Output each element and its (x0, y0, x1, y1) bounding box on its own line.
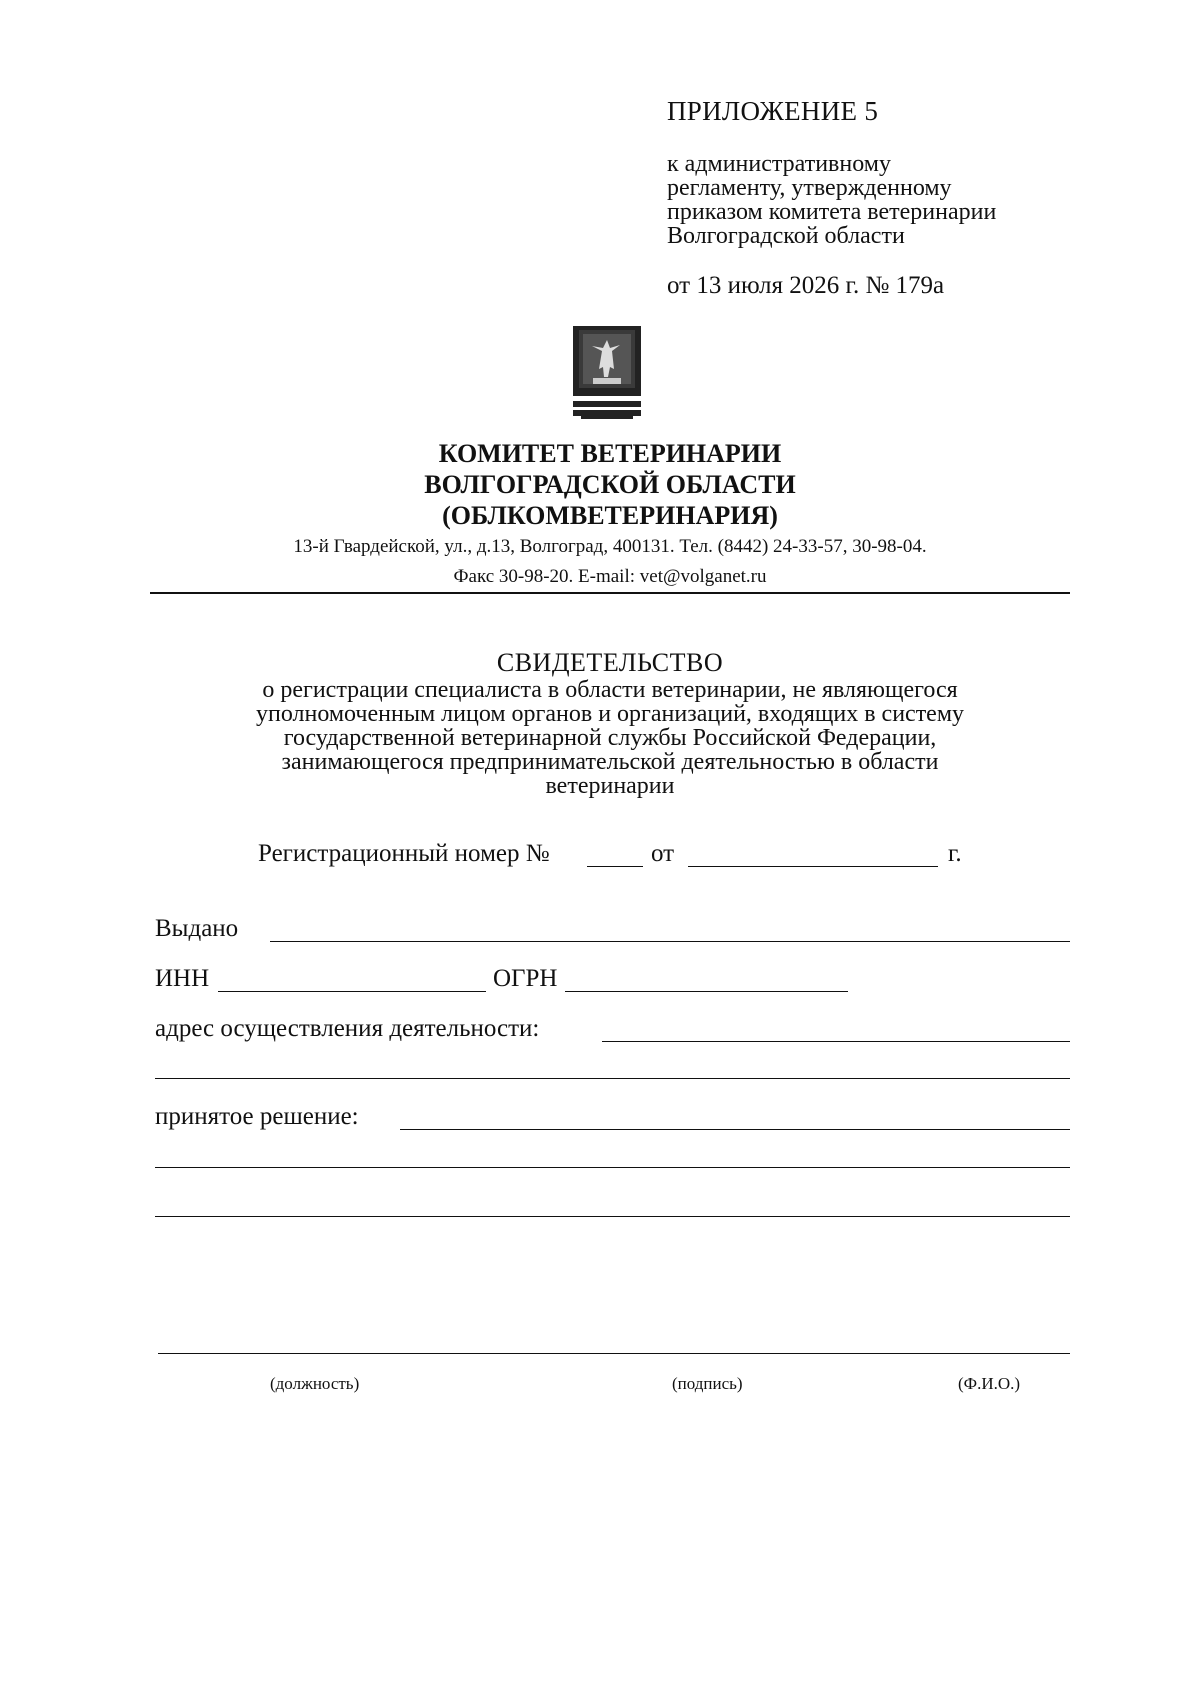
appendix-date: от 13 июля 2026 г. № 179а (667, 272, 945, 299)
registration-from-label: от (651, 840, 675, 867)
appendix-line: приказом комитета ветеринарии (667, 199, 997, 225)
registration-year-suffix: г. (948, 840, 962, 867)
organization-name-line: КОМИТЕТ ВЕТЕРИНАРИИ (438, 439, 782, 468)
registration-number-label: Регистрационный номер № (258, 840, 550, 867)
organization-name (0, 438, 1200, 531)
inn-label: ИНН (155, 965, 210, 992)
organization-contacts: Факс 30-98-20. E-mail: vet@volganet.ru (453, 566, 767, 587)
registration-number-field[interactable] (587, 866, 643, 867)
appendix-line: регламенту, утвержденному (667, 175, 952, 201)
decision-field-line3[interactable] (155, 1216, 1070, 1217)
appendix-line: к административному (667, 151, 891, 177)
issued-to-field[interactable] (270, 941, 1070, 942)
volgograd-coat-of-arms-icon (573, 326, 641, 419)
signature-sign-caption: (подпись) (672, 1374, 743, 1393)
certificate-subtitle-line: ветеринарии (545, 773, 675, 799)
ogrn-label: ОГРН (493, 965, 558, 992)
certificate-title: СВИДЕТЕЛЬСТВО (496, 648, 724, 677)
certificate-subtitle-line: государственной ветеринарной службы Российской Федерации, (283, 725, 937, 751)
inn-field[interactable] (218, 991, 486, 992)
certificate-subtitle-line: о регистрации специалиста в области ветеринарии, не являющегося (262, 677, 958, 703)
decision-label: принятое решение: (155, 1103, 359, 1130)
organization-name-line: ВОЛГОГРАДСКОЙ ОБЛАСТИ (424, 470, 796, 499)
certificate-subtitle (140, 678, 1080, 798)
activity-address-label: адрес осуществления деятельности: (155, 1015, 540, 1042)
signature-name-caption: (Ф.И.О.) (958, 1374, 1021, 1393)
appendix-title: ПРИЛОЖЕНИЕ 5 (667, 96, 879, 126)
registration-date-field[interactable] (688, 866, 938, 867)
decision-field[interactable] (400, 1129, 1070, 1130)
organization-name-line: (ОБЛКОМВЕТЕРИНАРИЯ) (442, 501, 778, 530)
organization-address: 13-й Гвардейской, ул., д.13, Волгоград, 400131. Тел. (8442) 24-33-57, 30-98-04. (293, 536, 927, 557)
signature-line[interactable] (158, 1353, 1070, 1354)
header-divider (150, 592, 1070, 594)
decision-field-line2[interactable] (155, 1167, 1070, 1168)
certificate-subtitle-line: уполномоченным лицом органов и организаций, входящих в систему (255, 701, 965, 727)
certificate-subtitle-line: занимающегося предпринимательской деятельностью в области (281, 749, 939, 775)
appendix-reference (667, 152, 996, 248)
issued-to-label: Выдано (155, 915, 239, 942)
signature-position-caption: (должность) (270, 1374, 360, 1393)
ogrn-field[interactable] (565, 991, 848, 992)
activity-address-field-line2[interactable] (155, 1078, 1070, 1079)
appendix-line: Волгоградской области (667, 223, 905, 249)
activity-address-field[interactable] (602, 1041, 1070, 1042)
